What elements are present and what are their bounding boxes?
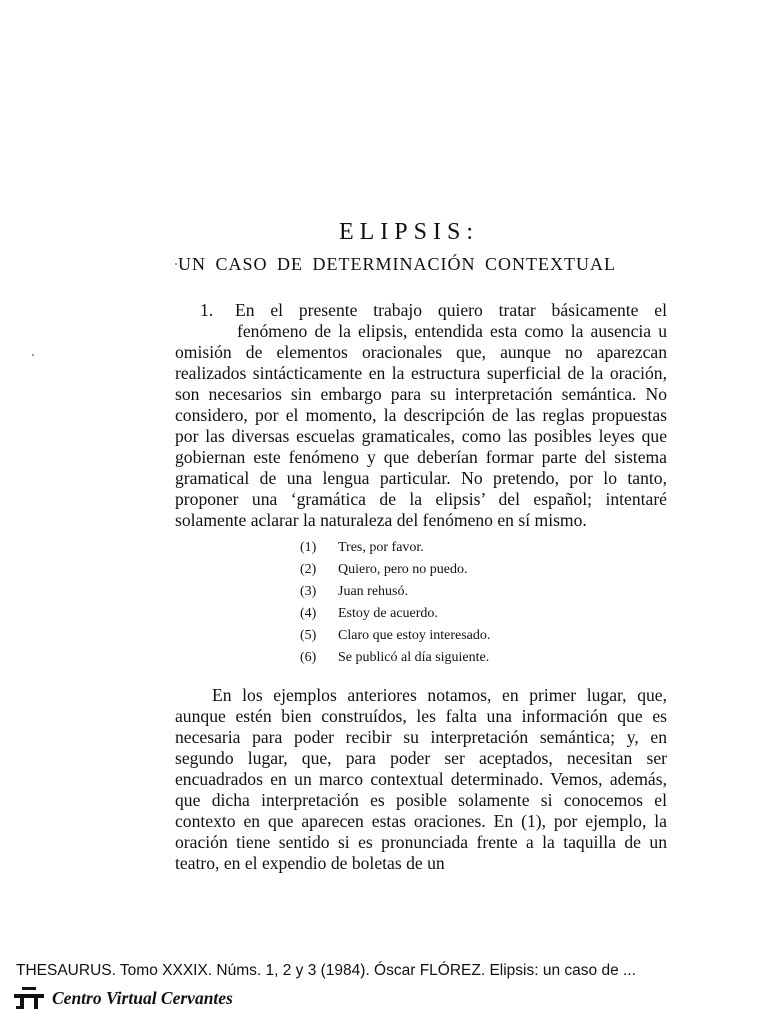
- example-item: [300, 537, 490, 559]
- example-text: Estoy de acuerdo.: [338, 606, 438, 621]
- example-number: (6): [300, 650, 317, 665]
- example-number: (4): [300, 606, 317, 621]
- section-number: 1.: [200, 300, 214, 320]
- footer-citation[interactable]: THESAURUS. Tomo XXXIX. Núms. 1, 2 y 3 (1984). Óscar FLÓREZ. Elipsis: un caso de ...: [16, 962, 636, 979]
- paragraph-1-first-line: [175, 300, 667, 321]
- example-number: (3): [300, 584, 317, 599]
- paragraph-1-opening: En el presente trabajo quiero tratar básicamente el: [235, 300, 667, 320]
- example-text: Claro que estoy interesado.: [338, 628, 491, 643]
- example-text: Se publicó al día siguiente.: [338, 650, 490, 665]
- example-item: [300, 625, 490, 647]
- example-text: Quiero, pero no puedo.: [338, 562, 468, 577]
- paragraph-1-body: fenómeno de la elipsis, entendida esta como la ausencia u omisión de elementos oracionales que, aunque no aparezcan realizados sintácticamente en la estructura superficial de la oración, son necesarios sin embargo para su interpretación semántica. No considero, por el momento, la descripción de las reglas propuestas por las diversas escuelas gramaticales, como las posibles leyes que gobiernan este fenómeno y que deberían formar parte del sistema gramatical de una lengua particular. No pretendo, por lo tanto, proponer una ‘gramática de la elipsis’ del español; intentaré solamente aclarar la naturaleza del fenómeno en sí mismo.: [175, 321, 667, 530]
- article-subtitle: UN CASO DE DETERMINACIÓN CONTEXTUAL: [178, 254, 616, 274]
- scan-speck: [32, 354, 34, 356]
- footer-logo[interactable]: [14, 986, 233, 1010]
- example-number: (5): [300, 628, 317, 643]
- example-item: [300, 581, 490, 603]
- examples-list: [300, 537, 490, 669]
- example-item: [300, 647, 490, 669]
- paragraph-1: [175, 300, 667, 531]
- example-text: Juan rehusó.: [338, 584, 408, 599]
- example-text: Tres, por favor.: [338, 540, 424, 555]
- example-number: (2): [300, 562, 317, 577]
- example-item: [300, 559, 490, 581]
- scan-speck: [175, 263, 177, 265]
- example-item: [300, 603, 490, 625]
- example-number: (1): [300, 540, 317, 555]
- cvc-logo-icon: [14, 986, 44, 1010]
- logo-text: Centro Virtual Cervantes: [52, 987, 233, 1008]
- paragraph-2: En los ejemplos anteriores notamos, en primer lugar, que, aunque estén bien construídos, les falta una información que es necesaria para poder recibir su interpretación semántica; y, en segundo lugar, que, para poder ser aceptados, necesitan ser encuadrados en un marco contextual determinado. Vemos, además, que dicha interpretación es posible solamente si conocemos el contexto en que aparecen estas oraciones. En (1), por ejemplo, la oración tiene sentido si es pronunciada frente a la taquilla de un teatro, en el expendio de boletas de un: [175, 685, 667, 873]
- article-title: ELIPSIS:: [338, 219, 479, 245]
